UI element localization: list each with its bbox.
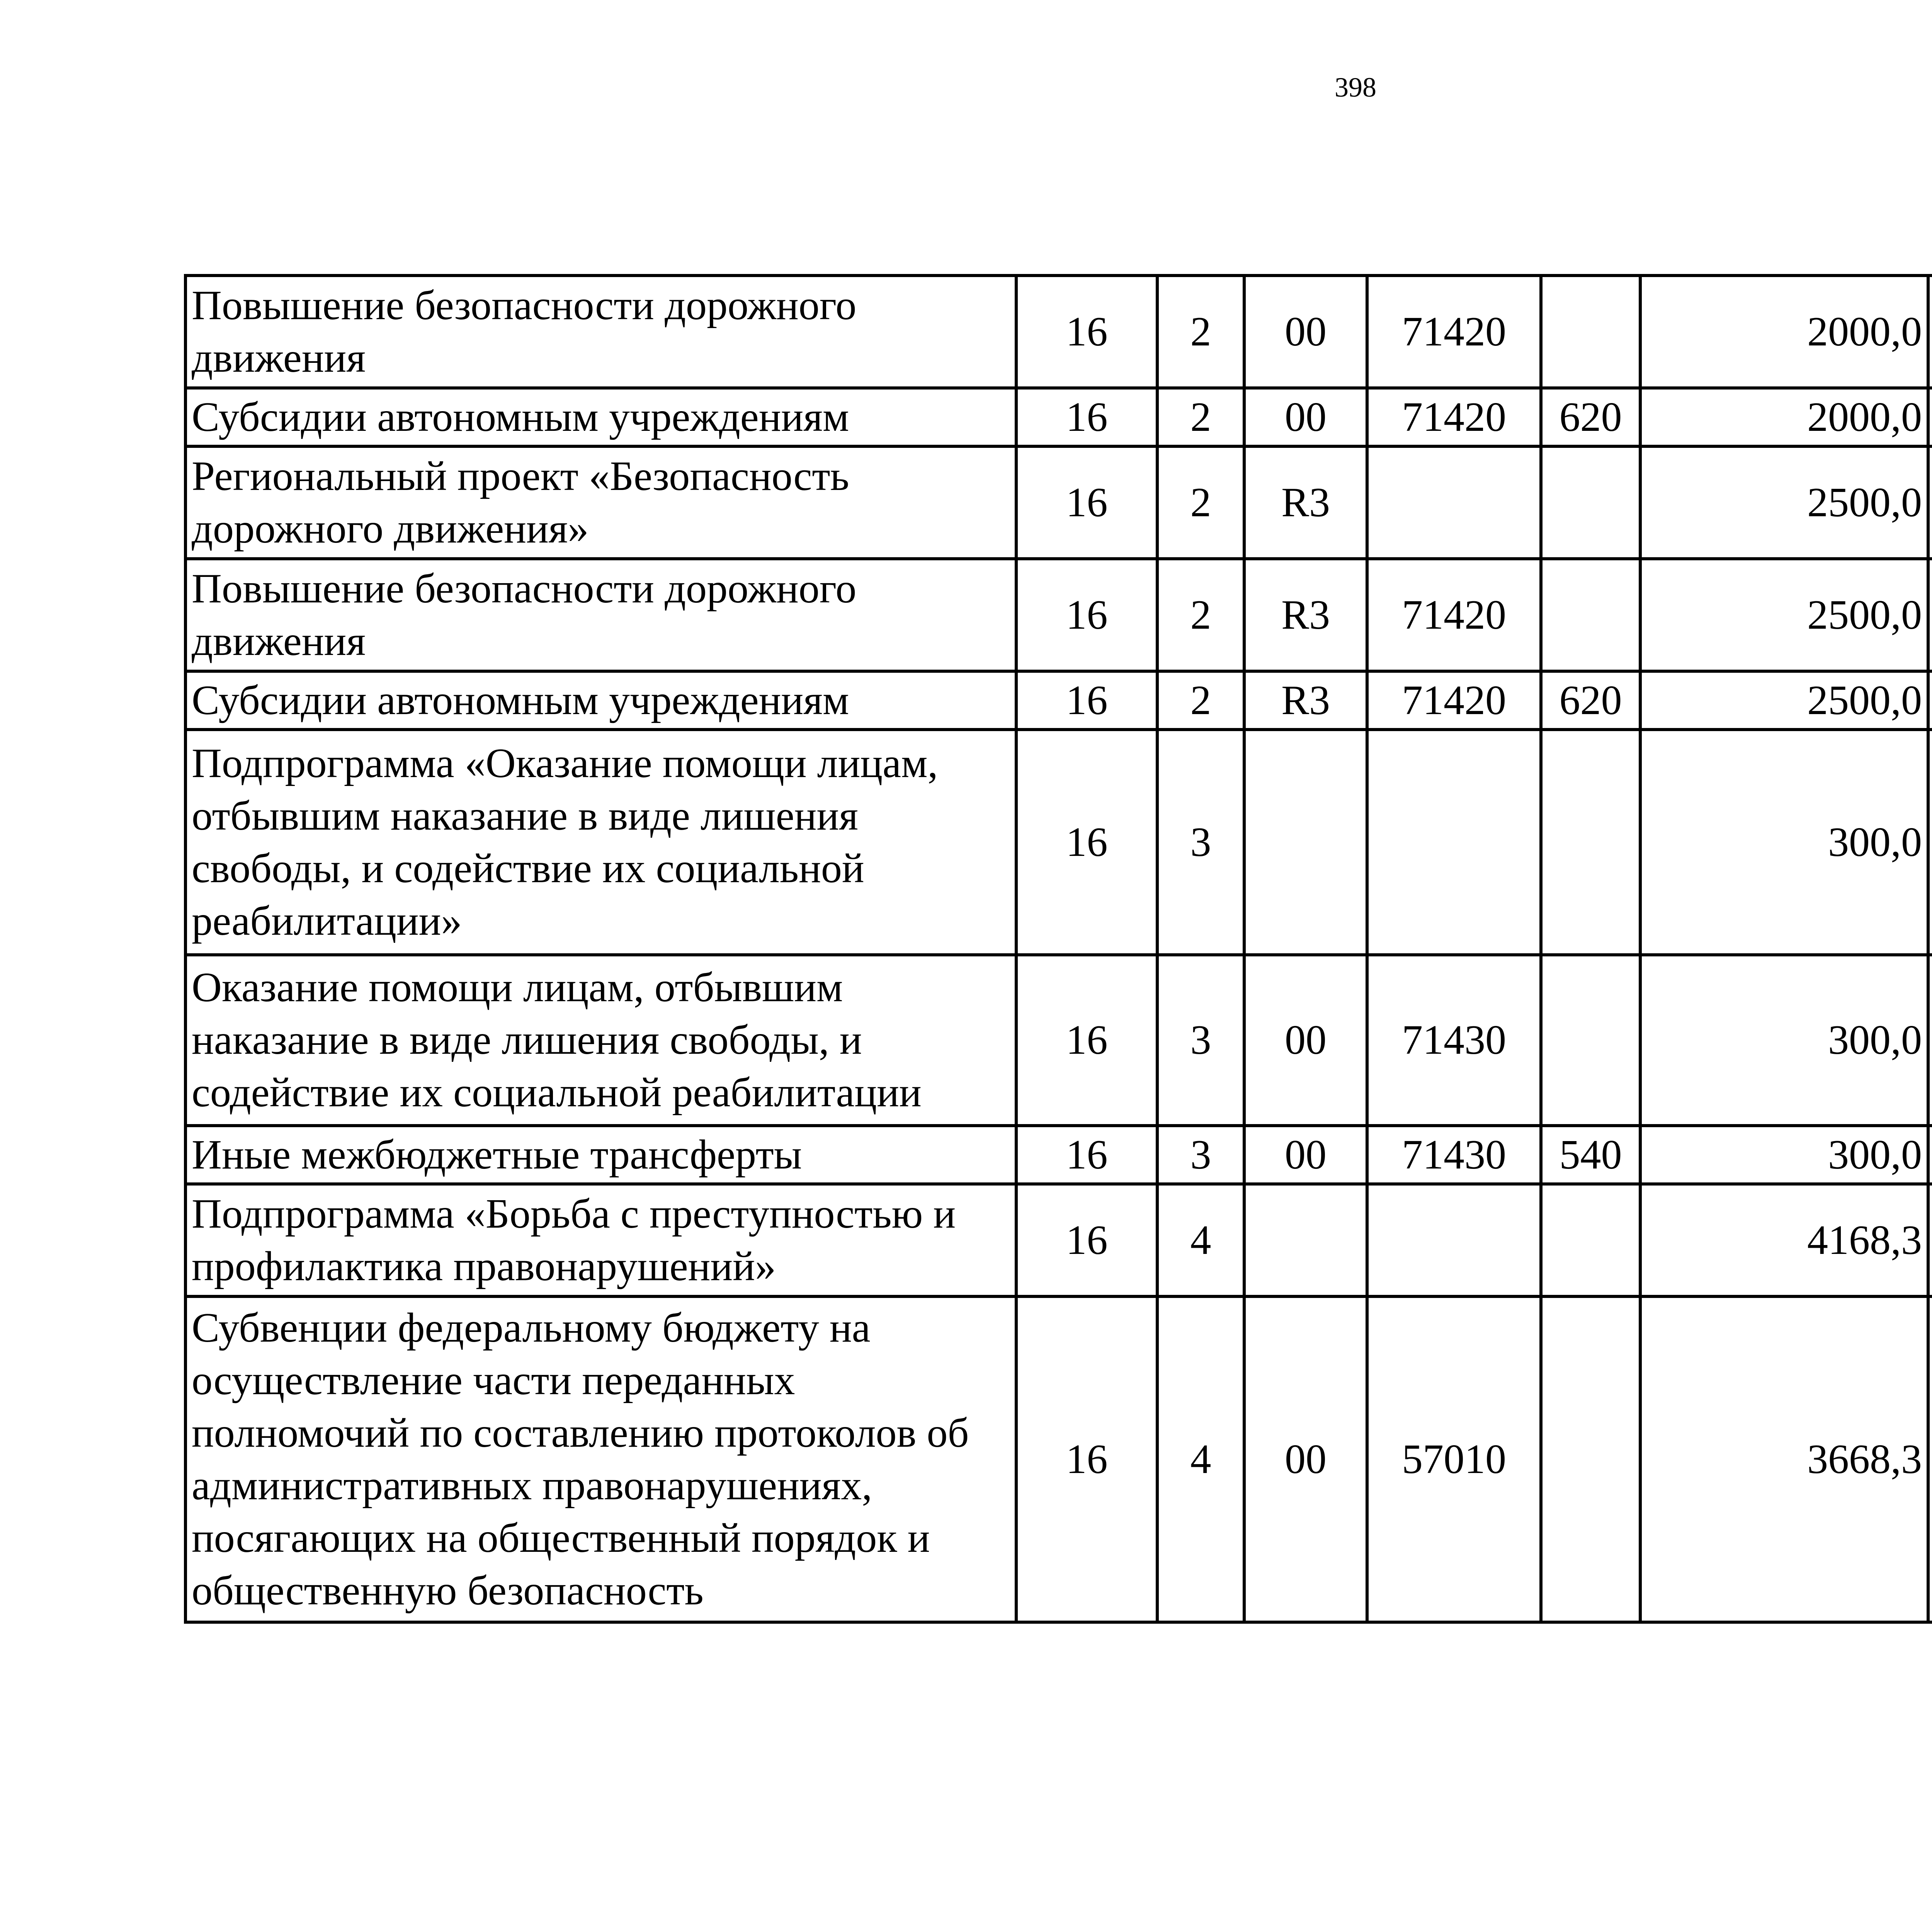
row-name: Подпрограмма «Оказание помощи лицам, отбывшим наказание в виде лишения свободы, и содействие их социальной реабилитации» [185,730,1016,955]
table-row [185,671,1932,730]
amount-cell [1928,388,1932,446]
code-cell: 16 [1016,276,1157,388]
amount-cell [1928,446,1932,559]
row-name: Региональный проект «Безопасность дорожного движения» [185,446,1016,559]
code-cell: 2 [1157,276,1244,388]
budget-table [184,274,1932,1624]
code-cell [1367,730,1541,955]
code-cell [1541,1296,1640,1622]
row-name: Субсидии автономным учреждениям [185,671,1016,730]
code-cell: 16 [1016,388,1157,446]
code-cell [1244,730,1367,955]
code-cell: 620 [1541,671,1640,730]
code-cell: 71420 [1367,671,1541,730]
code-cell: 00 [1244,276,1367,388]
code-cell: 2 [1157,446,1244,559]
code-cell: 00 [1244,1296,1367,1622]
code-cell: R3 [1244,671,1367,730]
amount-cell [1928,671,1932,730]
code-cell: 2 [1157,388,1244,446]
amount-cell: 4168,3 [1640,1184,1928,1296]
amount-cell: 3668,3 [1640,1296,1928,1622]
amount-cell [1928,1296,1932,1622]
amount-cell [1928,276,1932,388]
row-name: Оказание помощи лицам, отбывшим наказание в виде лишения свободы, и содействие их социальной реабилитации [185,955,1016,1126]
code-cell: 3 [1157,730,1244,955]
code-cell: 16 [1016,1296,1157,1622]
code-cell [1541,559,1640,671]
amount-cell: 2500,0 [1640,446,1928,559]
code-cell: 71430 [1367,955,1541,1126]
code-cell: 2 [1157,559,1244,671]
row-name: Повышение безопасности дорожного движения [185,276,1016,388]
table-row [185,1296,1932,1622]
code-cell [1541,1184,1640,1296]
code-cell: 4 [1157,1184,1244,1296]
row-name: Подпрограмма «Борьба с преступностью и профилактика правонарушений» [185,1184,1016,1296]
code-cell: 16 [1016,1184,1157,1296]
code-cell: 00 [1244,388,1367,446]
table-row [185,955,1932,1126]
amount-cell [1928,730,1932,955]
code-cell [1541,730,1640,955]
amount-cell: 300,0 [1640,955,1928,1126]
code-cell: R3 [1244,446,1367,559]
table-row [185,388,1932,446]
code-cell: 57010 [1367,1296,1541,1622]
code-cell [1541,276,1640,388]
amount-cell [1928,1184,1932,1296]
amount-cell [1928,1126,1932,1184]
amount-cell: 2500,0 [1640,671,1928,730]
code-cell: 00 [1244,955,1367,1126]
row-name: Повышение безопасности дорожного движения [185,559,1016,671]
code-cell: 71430 [1367,1126,1541,1184]
code-cell: 3 [1157,1126,1244,1184]
code-cell: 71420 [1367,559,1541,671]
amount-cell: 300,0 [1640,730,1928,955]
code-cell: 3 [1157,955,1244,1126]
amount-cell [1928,955,1932,1126]
code-cell [1244,1184,1367,1296]
table-row [185,446,1932,559]
code-cell: 16 [1016,730,1157,955]
code-cell: 540 [1541,1126,1640,1184]
code-cell [1541,446,1640,559]
page-number: 398 [1335,72,1376,103]
table-row [185,730,1932,955]
table-row [185,1126,1932,1184]
code-cell [1367,446,1541,559]
code-cell: 620 [1541,388,1640,446]
amount-cell: 2000,0 [1640,388,1928,446]
code-cell: 2 [1157,671,1244,730]
code-cell [1541,955,1640,1126]
row-name: Иные межбюджетные трансферты [185,1126,1016,1184]
code-cell: 16 [1016,1126,1157,1184]
amount-cell: 2500,0 [1640,559,1928,671]
code-cell [1367,1184,1541,1296]
code-cell: R3 [1244,559,1367,671]
code-cell: 71420 [1367,388,1541,446]
table-row [185,559,1932,671]
row-name: Субсидии автономным учреждениям [185,388,1016,446]
amount-cell: 2000,0 [1640,276,1928,388]
code-cell: 71420 [1367,276,1541,388]
code-cell: 16 [1016,446,1157,559]
code-cell: 16 [1016,559,1157,671]
amount-cell [1928,559,1932,671]
table-row [185,276,1932,388]
code-cell: 16 [1016,671,1157,730]
amount-cell: 300,0 [1640,1126,1928,1184]
code-cell: 00 [1244,1126,1367,1184]
table-row [185,1184,1932,1296]
code-cell: 4 [1157,1296,1244,1622]
code-cell: 16 [1016,955,1157,1126]
row-name: Субвенции федеральному бюджету на осуществление части переданных полномочий по составлению протоколов об административных правонарушениях, посягающих на общественный порядок и общественную безопасность [185,1296,1016,1622]
